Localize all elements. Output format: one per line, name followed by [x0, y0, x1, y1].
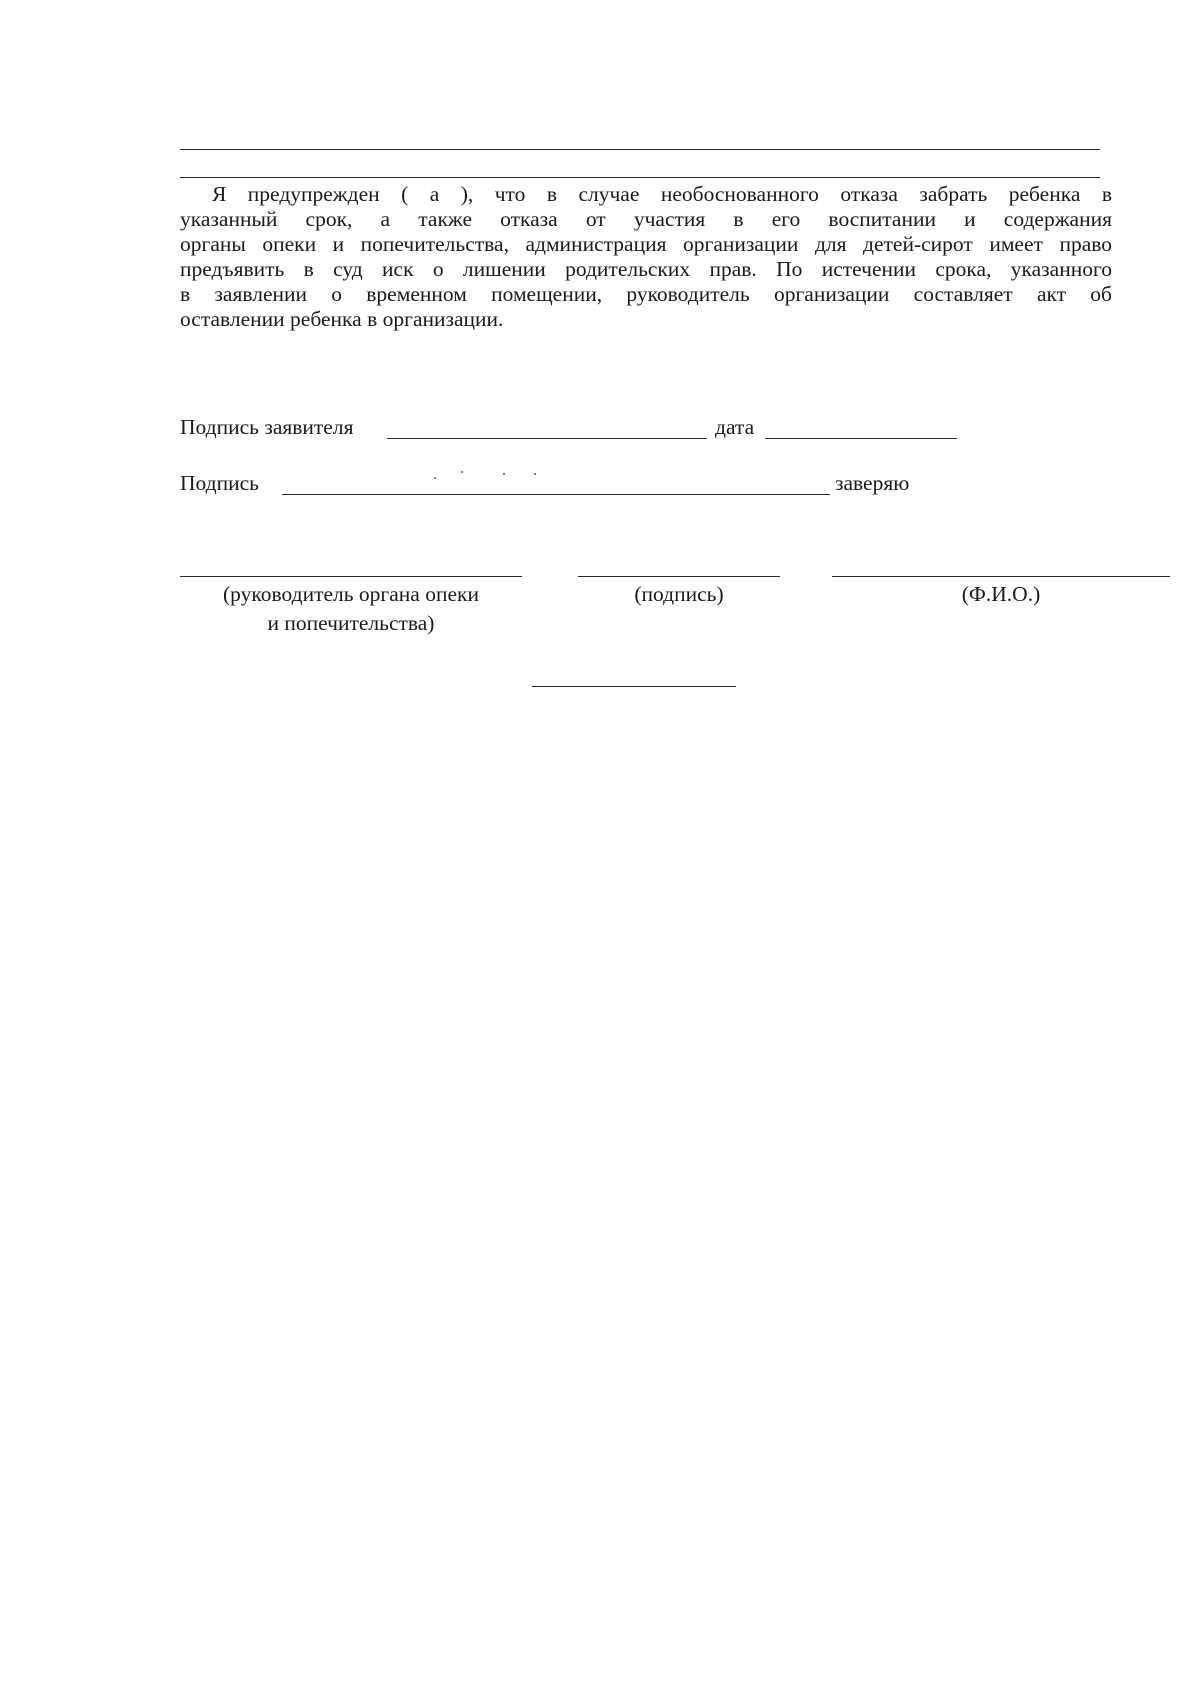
- signature-caption: (подпись): [634, 582, 724, 606]
- paragraph-line: органы опеки и попечительства, администрация организации для детей-сирот имеет право: [180, 232, 1112, 256]
- scan-speck: [534, 473, 536, 475]
- paragraph-line: Я предупрежден ( а ), что в случае необоснованного отказа забрать ребенка в: [212, 182, 1112, 206]
- certification-signature-field[interactable]: [282, 494, 830, 495]
- paragraph-line: предъявить в суд иск о лишении родительских прав. По истечении срока, указанного: [180, 257, 1112, 281]
- paragraph-line: указанный срок, а также отказа от участия в его воспитании и содержания: [180, 207, 1112, 231]
- date-label: дата: [715, 415, 755, 439]
- scan-speck: [461, 471, 463, 473]
- signature-line[interactable]: [578, 576, 780, 577]
- certification-signature-label: Подпись: [180, 471, 259, 495]
- paragraph-line: оставлении ребенка в организации.: [180, 307, 504, 331]
- full-name-line[interactable]: [832, 576, 1170, 577]
- applicant-signature-field[interactable]: [387, 438, 707, 439]
- date-field[interactable]: [765, 438, 957, 439]
- full-name-caption: (Ф.И.О.): [961, 582, 1041, 606]
- certify-label: заверяю: [835, 471, 910, 495]
- caption-line: и попечительства): [267, 611, 435, 635]
- caption-line: (руководитель органа опеки: [223, 582, 479, 606]
- applicant-signature-label: Подпись заявителя: [180, 415, 354, 439]
- scan-speck: [434, 477, 436, 479]
- warning-paragraph: [180, 182, 1112, 332]
- guardianship-head-line[interactable]: [180, 576, 522, 577]
- paragraph-line: в заявлении о временном помещении, руководитель организации составляет акт об: [180, 282, 1112, 306]
- closing-line: [532, 686, 736, 687]
- scan-speck: [503, 473, 505, 475]
- blank-line-1[interactable]: [180, 149, 1100, 150]
- guardianship-head-caption: [180, 580, 522, 638]
- blank-line-2[interactable]: [180, 177, 1100, 178]
